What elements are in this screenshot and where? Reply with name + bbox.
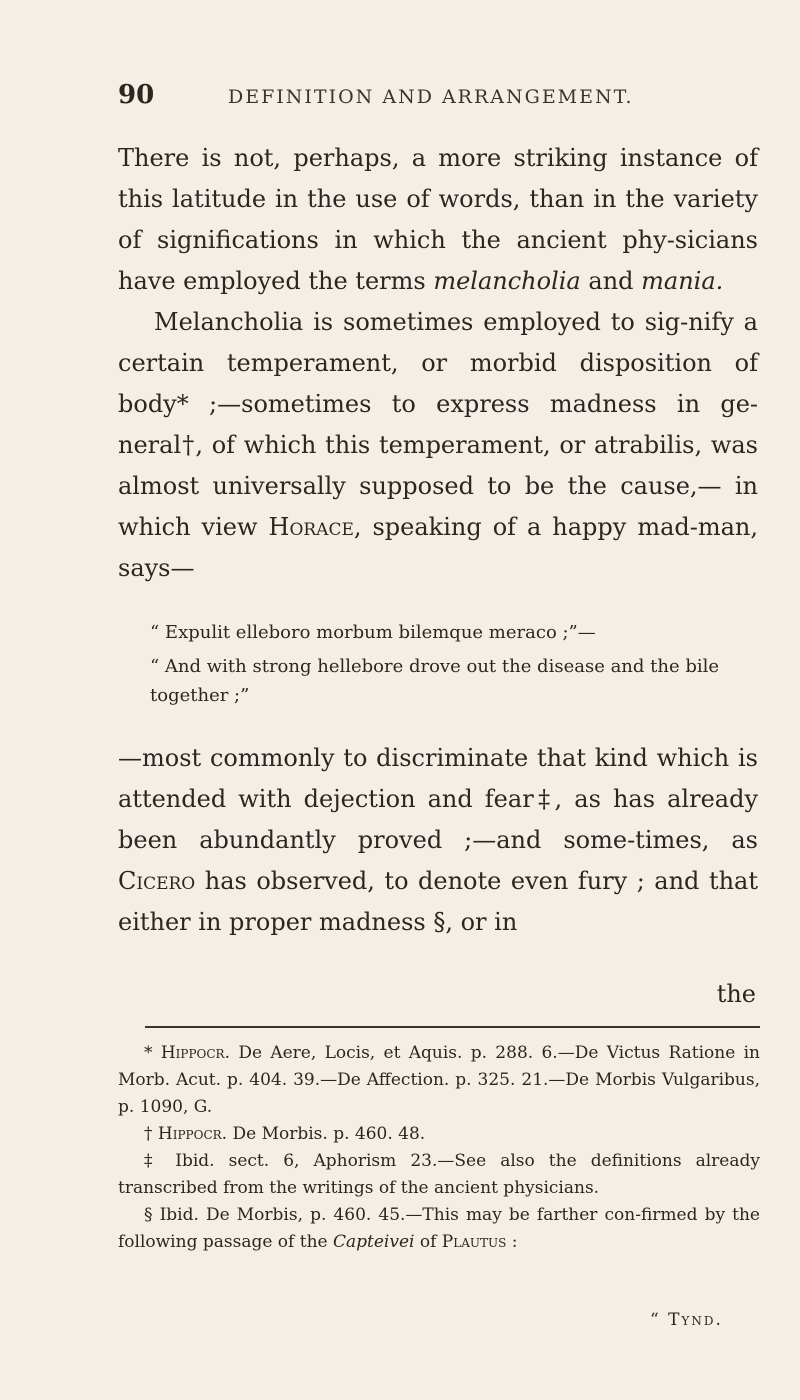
page-header xyxy=(118,80,758,110)
running-head: DEFINITION AND ARRANGEMENT. xyxy=(228,86,634,108)
continuation-text xyxy=(118,738,758,943)
footnote-4 xyxy=(118,1202,760,1256)
footnote-rule xyxy=(145,1026,760,1028)
paragraph-3-text-end: has observed, to denote even fury ; and that either in proper madness §, or in xyxy=(118,867,758,936)
paragraph-2-text-end: , speaking of a happy mad-man, says— xyxy=(118,513,759,582)
block-quote xyxy=(150,618,760,715)
main-text xyxy=(118,138,758,589)
paragraph-1 xyxy=(118,138,758,302)
footnote-3: ‡ Ibid. sect. 6, Aphorism 23.—See also the definitions already transcribed from the writings of the ancient physicians. xyxy=(118,1151,760,1198)
term-melancholia: melancholia xyxy=(433,267,581,295)
footnote-4-author: Plautus xyxy=(441,1232,507,1252)
footnote-4-text: § Ibid. De Morbis, p. 460. 45.—This may be farther con-firmed by the following passage of the xyxy=(118,1205,760,1252)
page-number: 90 xyxy=(118,80,155,110)
paragraph-3-text: —most commonly to discriminate that kind which is attended with dejection and fear‡, as has already been abundantly proved ;—and some-times, as xyxy=(118,744,758,854)
catchword: the xyxy=(716,980,756,1008)
footnotes xyxy=(118,1040,760,1256)
paragraph-1-conjunction: and xyxy=(580,267,642,295)
footnote-2-mark: † xyxy=(144,1124,158,1144)
footnote-4-colon: : xyxy=(506,1232,518,1252)
footnote-2 xyxy=(118,1121,760,1148)
footnote-2-text: De Morbis. p. 460. 48. xyxy=(227,1124,426,1144)
footnote-4-title: Capteivei xyxy=(332,1232,415,1252)
quote-latin: “ Expulit elleboro morbum bilemque meraco ;”— xyxy=(150,622,596,643)
paragraph-2-text: Melancholia is sometimes employed to sig-nify a certain temperament, or morbid disposition of body* ;—sometimes to express madness in ge-neral†, of which this temperament, or atrabilis, was almost universally supposed to be the cause,— in which view xyxy=(118,308,758,541)
footnote-1-mark: * xyxy=(144,1043,161,1063)
paragraph-2 xyxy=(118,302,758,589)
footnote-2-author: Hippocr. xyxy=(157,1124,228,1144)
signature-catchword: “ Tynd. xyxy=(650,1310,723,1330)
footnote-1 xyxy=(118,1040,760,1121)
footnote-4-of: of xyxy=(414,1232,442,1252)
footnote-1-author: Hippocr. xyxy=(160,1043,231,1063)
name-horace: Horace xyxy=(268,513,354,541)
term-mania: mania. xyxy=(641,267,724,295)
name-cicero: Cicero xyxy=(118,867,196,895)
footnote-1-text: De Aere, Locis, et Aquis. p. 288. 6.—De Victus Ratione in Morb. Acut. p. 404. 39.—De Affection. p. 325. 21.—De Morbis Vulgaribus, p. 1090, G. xyxy=(118,1043,761,1117)
paragraph-3 xyxy=(118,738,758,943)
quote-translation: “ And with strong hellebore drove out the disease and the bile together ;” xyxy=(150,656,720,706)
paragraph-1-text: There is not, perhaps, a more striking instance of this latitude in the use of words, than in the variety of significations in which the ancient phy-sicians have employed the terms xyxy=(118,144,758,295)
